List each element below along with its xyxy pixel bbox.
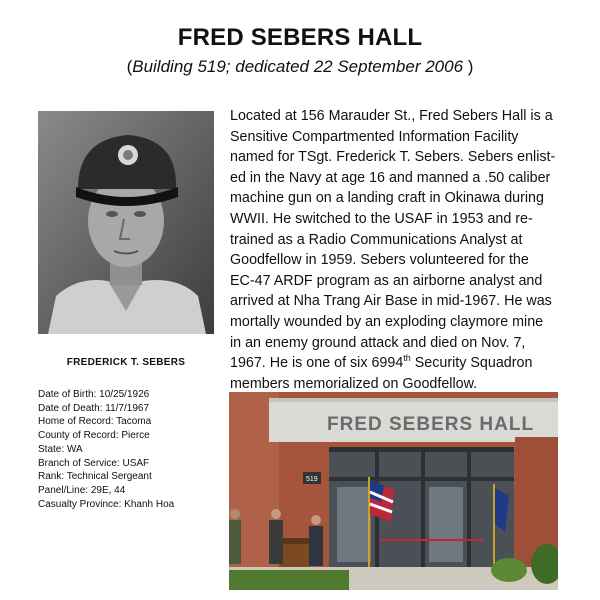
bio-line: WWII. He switched to the USAF in 1953 and re-	[230, 210, 533, 227]
fact-home-of-record: Home of Record: Tacoma	[38, 416, 152, 428]
bio-line: 1967. He is one of six 6994th Security Squadron	[230, 353, 533, 372]
fact-rank: Rank: Technical Sergeant	[38, 471, 152, 483]
bio-line: named for TSgt. Frederick T. Sebers. Sebers enlist-	[230, 149, 556, 166]
bio-line: trained as a Radio Communications Analyst at	[230, 231, 523, 248]
bio-line: EC-47 ARDF program as an airborne analyst and	[230, 272, 543, 289]
portrait-photo	[38, 111, 214, 334]
biography-text	[230, 106, 576, 394]
svg-text:519: 519	[306, 476, 318, 483]
fact-panel-line: Panel/Line: 29E, 44	[38, 484, 126, 496]
page-title: FRED SEBERS HALL	[177, 24, 423, 51]
portrait-caption: FREDERICK T. SEBERS	[66, 357, 186, 368]
service-facts	[38, 388, 223, 511]
bio-line: mortally wounded by an exploding claymore mine	[230, 313, 544, 330]
bio-line: Goodfellow in 1959. Sebers volunteered for the	[230, 252, 529, 269]
fact-casualty-province: Casualty Province: Khanh Hoa	[38, 498, 175, 510]
bio-line: arrived at Nha Trang Air Base in mid-1967. He was	[230, 293, 552, 310]
bio-line: in an enemy ground attack and died on Nov. 7,	[230, 334, 526, 351]
fact-county-of-record: County of Record: Pierce	[38, 430, 150, 442]
fact-state: State: WA	[38, 443, 83, 455]
building-photo	[229, 392, 558, 590]
page-subtitle: (Building 519; dedicated 22 September 2006 )	[126, 57, 474, 76]
bio-line: Sensitive Compartmented Information Facility	[230, 128, 519, 145]
bio-line: ed in the Navy at age 16 and manned a .50 caliber	[230, 169, 551, 186]
svg-text:FRED SEBERS HALL: FRED SEBERS HALL	[327, 414, 535, 435]
bio-line: machine gun on a landing craft in Okinawa during	[230, 190, 544, 207]
fact-branch: Branch of Service: USAF	[38, 457, 150, 469]
bio-line: Located at 156 Marauder St., Fred Sebers Hall is a	[230, 108, 553, 124]
fact-date-of-birth: Date of Birth: 10/25/1926	[38, 389, 150, 400]
bio-line: members memorialized on Goodfellow.	[230, 375, 478, 392]
fact-date-of-death: Date of Death: 11/7/1967	[38, 402, 150, 414]
